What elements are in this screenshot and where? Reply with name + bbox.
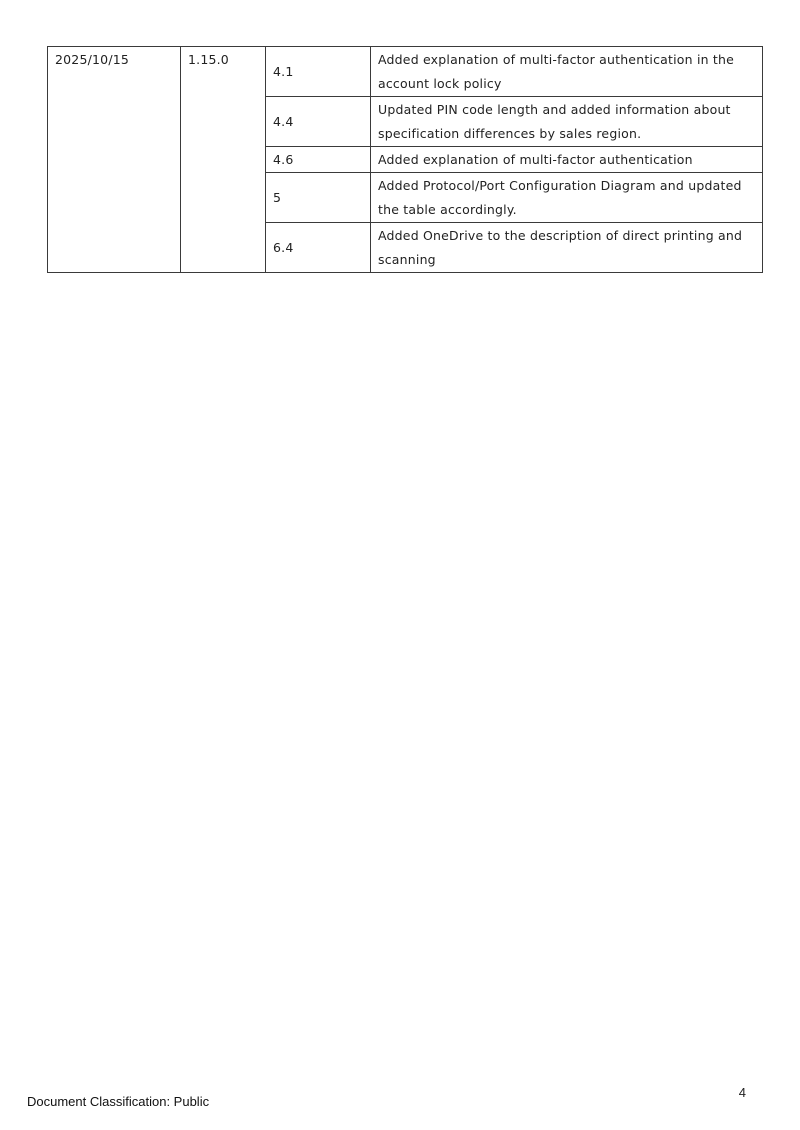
revision-version: 1.15.0	[181, 47, 266, 273]
section-number: 6.4	[266, 223, 371, 273]
change-description: Updated PIN code length and added information about specification differences by sales region.	[371, 97, 763, 147]
change-description: Added Protocol/Port Configuration Diagram and updated the table accordingly.	[371, 173, 763, 223]
change-description: Added OneDrive to the description of direct printing and scanning	[371, 223, 763, 273]
table-row	[48, 47, 763, 97]
section-number: 4.4	[266, 97, 371, 147]
revision-history-table	[47, 46, 763, 273]
document-classification: Document Classification: Public	[27, 1094, 210, 1109]
change-description: Added explanation of multi-factor authentication in the account lock policy	[371, 47, 763, 97]
section-number: 4.1	[266, 47, 371, 97]
section-number: 4.6	[266, 147, 371, 173]
page-number: 4	[738, 1085, 746, 1100]
section-number: 5	[266, 173, 371, 223]
revision-date: 2025/10/15	[48, 47, 181, 273]
change-description: Added explanation of multi-factor authentication	[371, 147, 763, 173]
